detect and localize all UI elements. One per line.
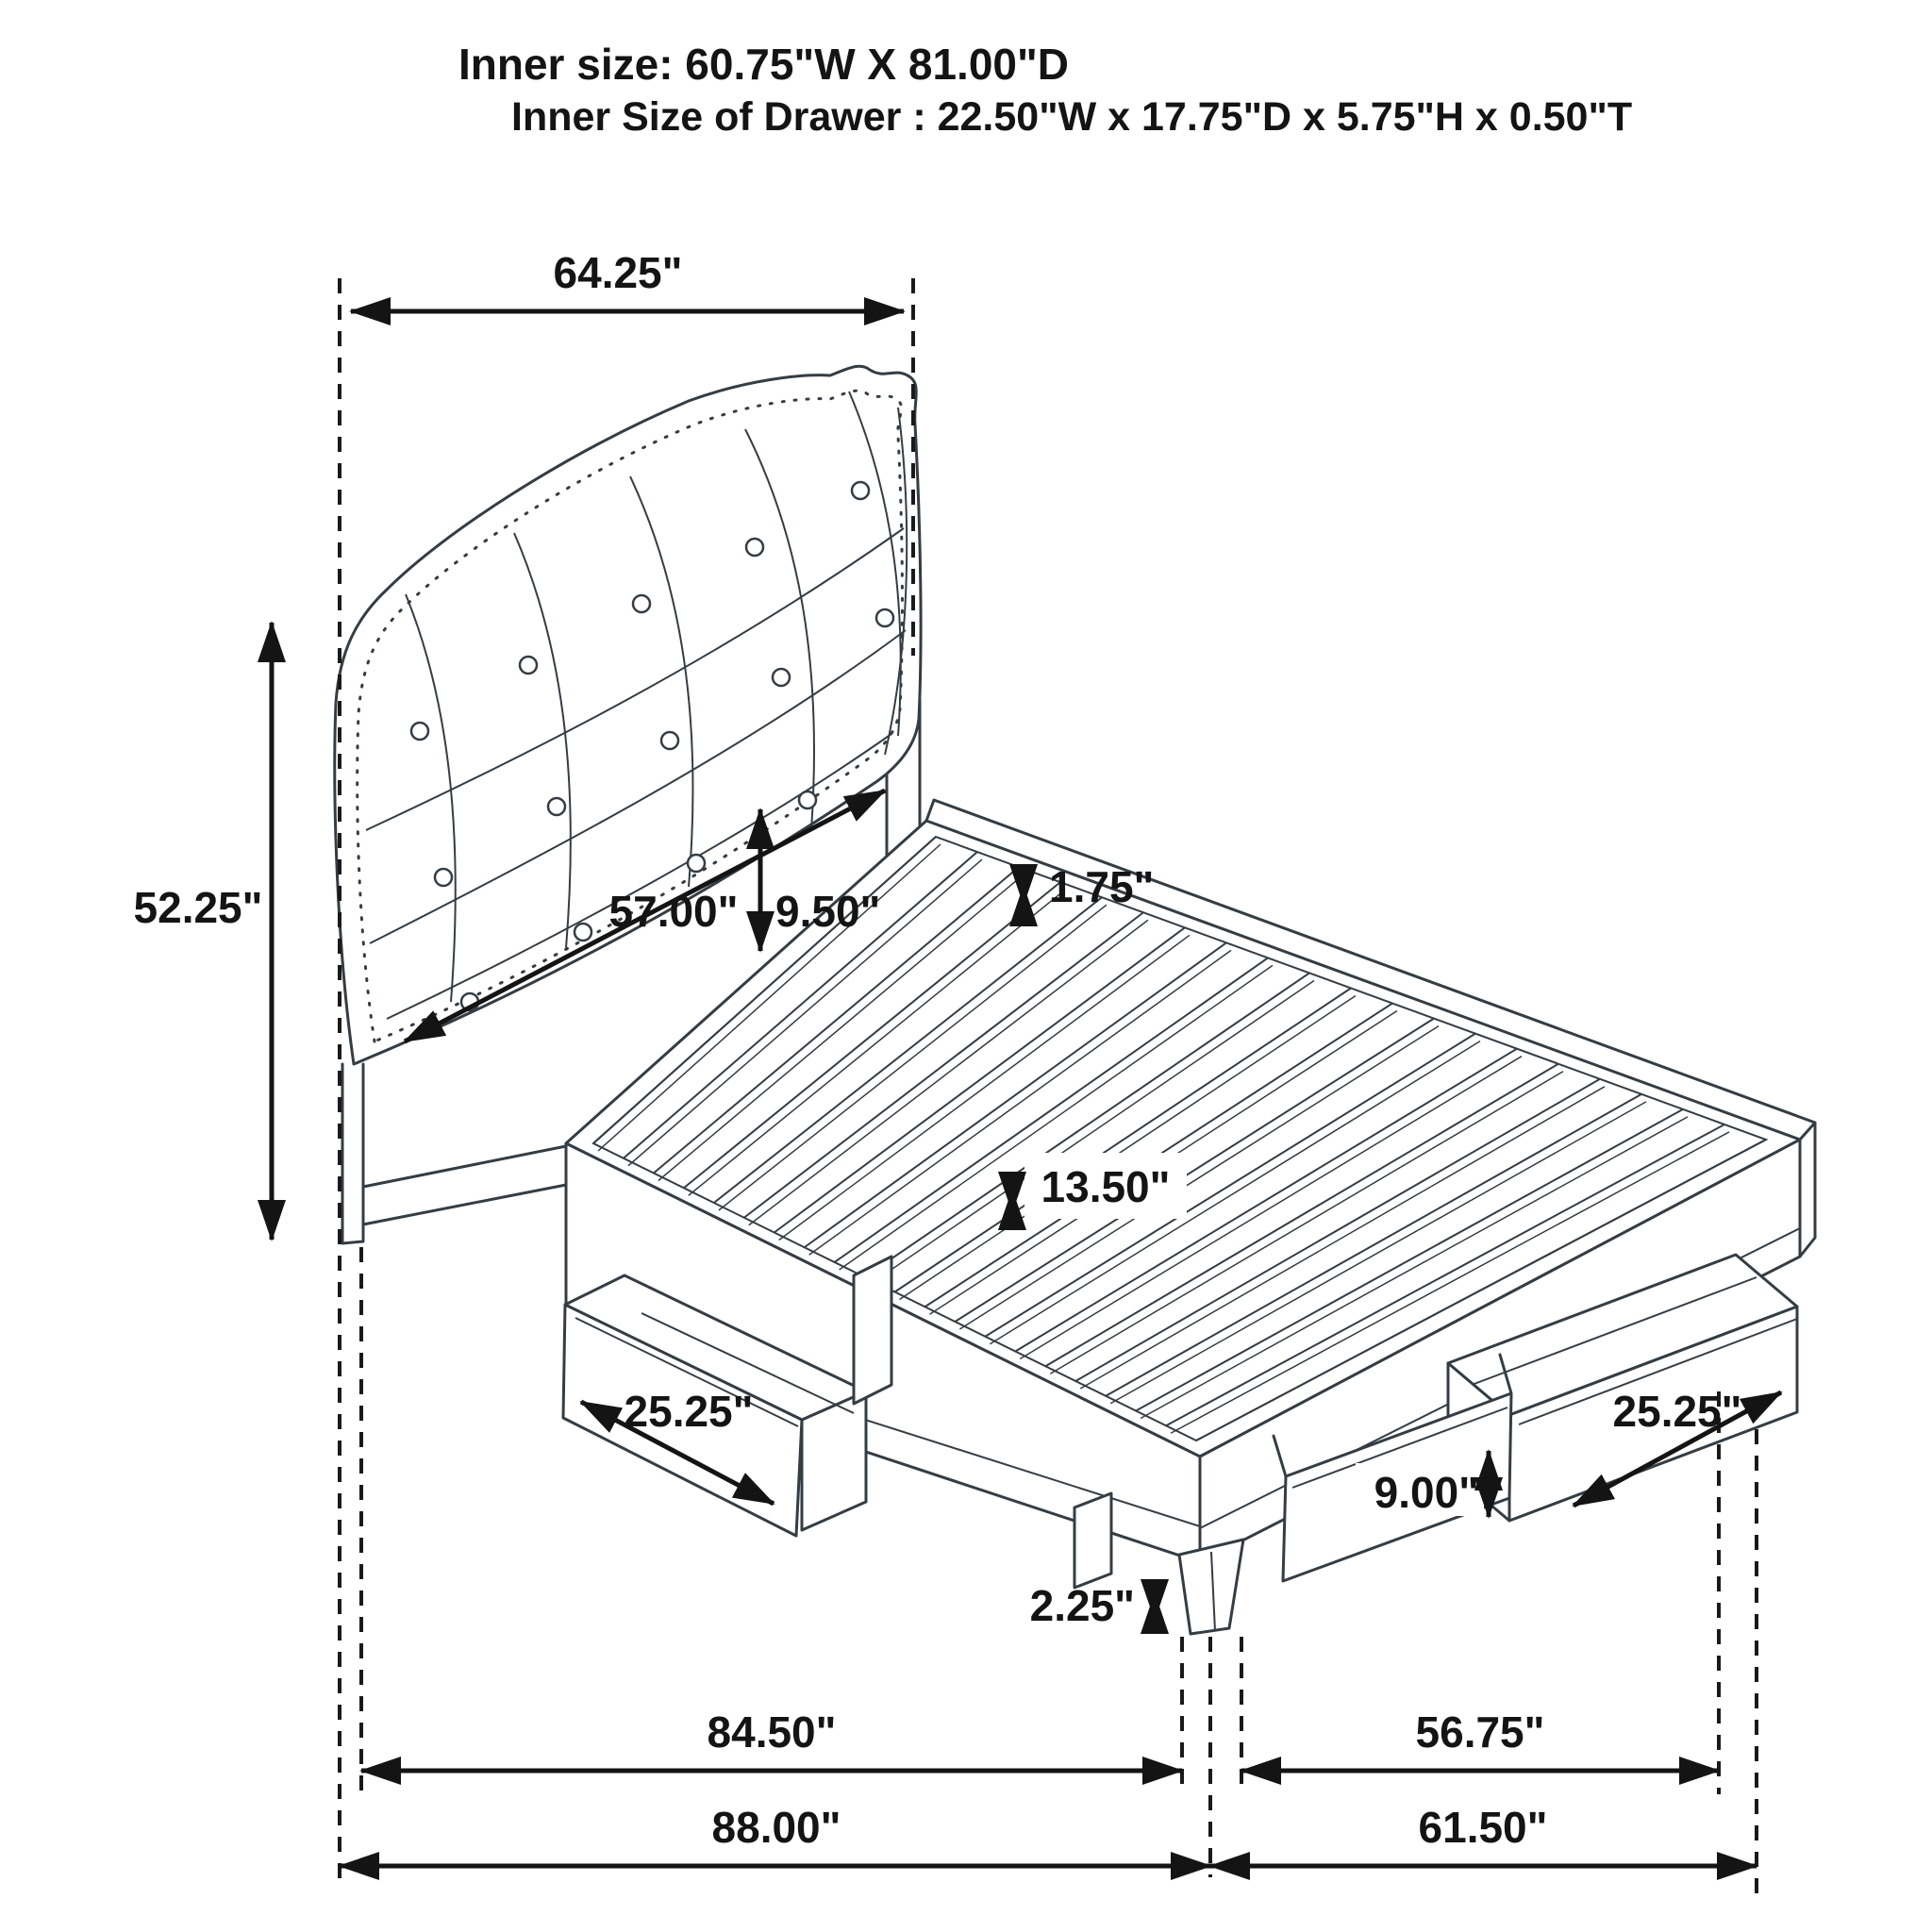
dim-overall-foot-width-label: 61.50" bbox=[1418, 1803, 1548, 1852]
dim-rail-length-right bbox=[1241, 1707, 1719, 1771]
dim-slat-thickness-label: 1.75" bbox=[1049, 862, 1155, 911]
dim-deck-height bbox=[1012, 1153, 1187, 1219]
dim-right-drawer-width-label: 25.25" bbox=[1612, 1387, 1742, 1436]
dim-headboard-height-label: 52.25" bbox=[133, 883, 263, 932]
dim-rail-length-upper bbox=[361, 1707, 1182, 1771]
headboard-left-post bbox=[342, 1064, 363, 1243]
dim-overall-foot-width bbox=[1210, 1803, 1757, 1866]
dim-headboard-width bbox=[351, 248, 904, 311]
dim-rail-length-right-label: 56.75" bbox=[1415, 1707, 1545, 1757]
front-leg bbox=[1179, 1540, 1243, 1634]
dim-overall-length-label: 88.00" bbox=[711, 1803, 841, 1852]
dim-overall-length bbox=[340, 1803, 1210, 1866]
title-drawer-inner-size: Inner Size of Drawer : 22.50"W x 17.75"D x 5.75"H x 0.50"T bbox=[511, 94, 1633, 140]
dim-left-drawer-width-label: 25.25" bbox=[624, 1387, 754, 1436]
title-inner-size: Inner size: 60.75"W X 81.00"D bbox=[458, 40, 1070, 89]
dim-headboard-to-deck-gap-label: 9.50" bbox=[775, 887, 881, 936]
dim-headboard-height bbox=[134, 623, 272, 1240]
dim-leg-height-label: 2.25" bbox=[1029, 1581, 1135, 1630]
dim-drawer-front-height-label: 9.00" bbox=[1374, 1468, 1479, 1517]
head-rail bbox=[363, 1146, 566, 1224]
dim-leg-height bbox=[1030, 1581, 1155, 1630]
dim-headboard-panel-width-label: 57.00" bbox=[608, 887, 739, 936]
dim-deck-height-label: 13.50" bbox=[1041, 1162, 1171, 1211]
dim-headboard-width-label: 64.25" bbox=[553, 248, 683, 297]
dim-rail-length-upper-label: 84.50" bbox=[707, 1707, 837, 1757]
drawer-divider-leg bbox=[1074, 1493, 1111, 1588]
